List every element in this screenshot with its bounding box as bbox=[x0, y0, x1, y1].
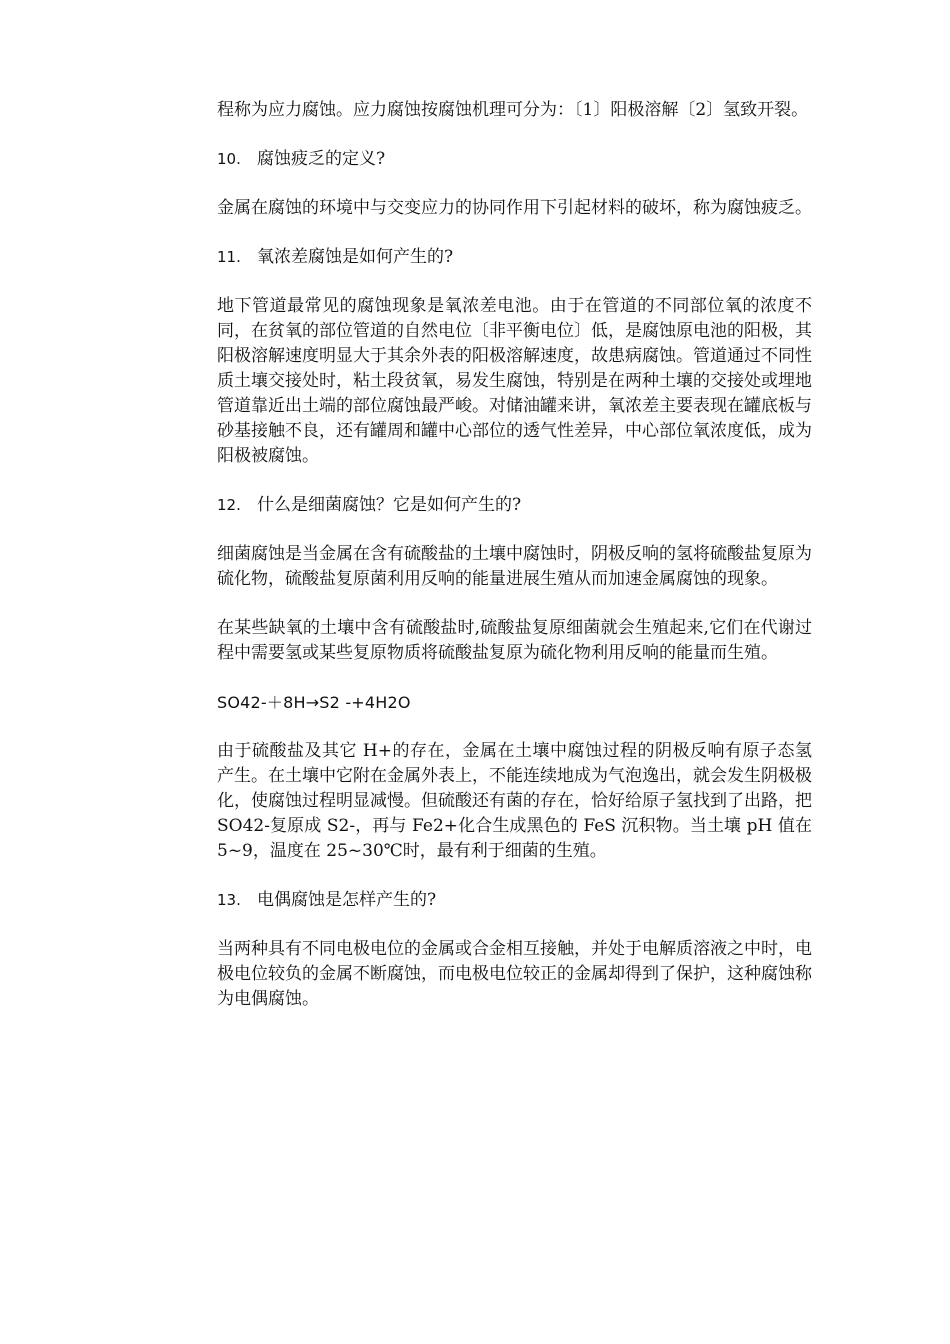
document-body bbox=[217, 98, 812, 1036]
paragraph-stress-corrosion-end: 程称为应力腐蚀。应力腐蚀按腐蚀机理可分为：〔1〕阳极溶解〔2〕氢致开裂。 bbox=[217, 100, 809, 120]
question-10-heading bbox=[217, 147, 812, 172]
question-12-heading bbox=[217, 493, 812, 518]
question-text: 腐蚀疲乏的定义? bbox=[257, 149, 386, 169]
question-number: 12. bbox=[217, 496, 241, 514]
answer-13-paragraph: 当两种具有不同电极电位的金属或合金相互接触，并处于电解质溶液之中时，电极电位较负的金属不断腐蚀，而电极电位较正的金属却得到了保护，这种腐蚀称为电偶腐蚀。 bbox=[217, 939, 812, 1009]
question-text: 氧浓差腐蚀是如何产生的? bbox=[257, 247, 454, 267]
question-number: 13. bbox=[217, 891, 241, 909]
answer-10-paragraph: 金属在腐蚀的环境中与交变应力的协同作用下引起材料的破坏，称为腐蚀疲乏。 bbox=[217, 198, 812, 218]
question-number: 10. bbox=[217, 150, 241, 168]
question-text: 什么是细菌腐蚀？它是如何产生的? bbox=[257, 495, 522, 515]
chemical-formula: SO42-＋8H→S2 -+4H2O bbox=[217, 693, 411, 712]
answer-12-paragraph-1: 细菌腐蚀是当金属在含有硫酸盐的土壤中腐蚀时，阴极反响的氢将硫酸盐复原为硫化物，硫酸盐复原菌利用反响的能量进展生殖从而加速金属腐蚀的现象。 bbox=[217, 544, 812, 589]
question-13-heading bbox=[217, 888, 812, 913]
answer-12-paragraph-2: 在某些缺氧的土壤中含有硫酸盐时,硫酸盐复原细菌就会生殖起来,它们在代谢过程中需要氢或某些复原物质将硫酸盐复原为硫化物利用反响的能量而生殖。 bbox=[217, 618, 812, 663]
question-number: 11. bbox=[217, 248, 241, 266]
question-text: 电偶腐蚀是怎样产生的? bbox=[257, 890, 437, 910]
answer-12-paragraph-3: 由于硫酸盐及其它 H+的存在，金属在土壤中腐蚀过程的阴极反响有原子态氢产生。在土壤中它附在金属外表上，不能连续地成为气泡逸出，就会发生阴极极化，使腐蚀过程明显减慢。但硫酸还有菌的存在，恰好给原子氢找到了出路，把 SO42-复原成 S2-，再与 Fe2+化合生成黑色的 FeS 沉积物。当土壤 pH 值在 5~9，温度在 25~30℃时，最有利于细菌的生殖。 bbox=[217, 741, 812, 861]
question-11-heading bbox=[217, 245, 812, 270]
answer-11-paragraph: 地下管道最常见的腐蚀现象是氧浓差电池。由于在管道的不同部位氧的浓度不同，在贫氧的部位管道的自然电位〔非平衡电位〕低，是腐蚀原电池的阳极，其阳极溶解速度明显大于其余外表的阳极溶解速度，故患病腐蚀。管道通过不同性质土壤交接处时，粘土段贫氧，易发生腐蚀，特别是在两种土壤的交接处或埋地管道靠近出土端的部位腐蚀最严峻。对储油罐来讲，氧浓差主要表现在罐底板与砂基接触不良，还有罐周和罐中心部位的透气性差异，中心部位氧浓度低，成为阳极被腐蚀。 bbox=[217, 296, 812, 466]
